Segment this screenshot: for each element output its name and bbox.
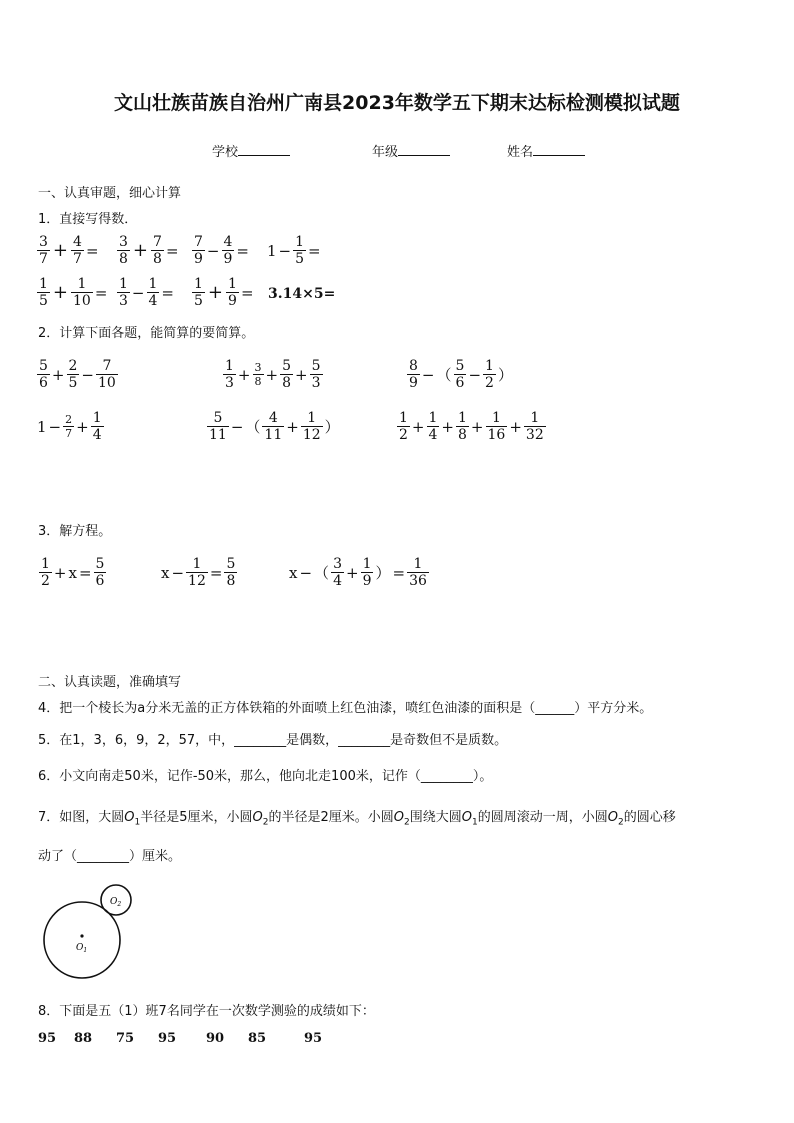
q7-text-line2: 动了（________）厘米。 (38, 849, 182, 864)
page-title: 文山壮族苗族自治州广南县2023年数学五下期末达标检测模拟试题 (114, 92, 680, 114)
o1-label: $O_1$ (76, 943, 88, 954)
q1-item-4: 1 − $\frac{1}{5}$ = (267, 234, 321, 267)
score-6: 85 (248, 1031, 267, 1046)
section-2-title: 二、认真读题，准确填写 (38, 675, 182, 690)
q5-text: 5．在1，3，6，9，2，57，中，________是偶数，________是奇数但不是质数。 (38, 733, 508, 748)
q1-item-3: $\frac{7}{9}$ − $\frac{4}{9}$ = (194, 234, 249, 267)
circles-figure (40, 880, 140, 980)
q2-item-2: $\frac{1}{3}$ + $\frac{3}{8}$ + $\frac{5}{8}$ + $\frac{5}{3}$ (225, 358, 321, 391)
q1-label: 1．直接写得数． (38, 212, 138, 227)
school-field[interactable] (212, 141, 290, 160)
name-label: 姓名 (507, 145, 534, 160)
q2-item-3: $\frac{8}{9}$ − （ $\frac{5}{6}$ − $\frac{1}{2}$ ） (409, 358, 513, 391)
q1-item-7: $\frac{1}{5}$ + $\frac{1}{9}$ = (194, 276, 254, 309)
section-1-title: 一、认真审题，细心计算 (38, 186, 182, 201)
score-3: 75 (116, 1031, 135, 1046)
q1-item-8: 3.14×5= (268, 286, 336, 302)
name-field[interactable] (507, 141, 585, 160)
q3-item-2: x − $\frac{1}{12}$ = $\frac{5}{8}$ (161, 556, 236, 589)
grade-field[interactable] (372, 141, 450, 160)
q2-item-6: $\frac{1}{2}$ + $\frac{1}{4}$ + $\frac{1}{8}$ + $\frac{1}{16}$ + $\frac{1}{32}$ (399, 410, 544, 443)
q2-item-1: $\frac{5}{6}$ + $\frac{2}{5}$ − $\frac{7}{10}$ (39, 358, 116, 391)
big-circle-center (80, 934, 83, 937)
q7-text: 7．如图，大圆$O_1$半径是5厘米，小圆$O_2$的半径是2厘米。小圆$O_2$围绕大圆$O_1$的圆周滚动一周，小圆$O_2$的圆心移 (38, 810, 676, 828)
q1-item-1: $\frac{3}{7}$ + $\frac{4}{7}$ = (39, 234, 99, 267)
q8-scores (38, 1031, 334, 1046)
q4-text: 4．把一个棱长为a分米无盖的正方体铁箱的外面喷上红色油漆，喷红色油漆的面积是（______）平方分米。 (38, 701, 653, 716)
q1-item-5: $\frac{1}{5}$ + $\frac{1}{10}$ = (39, 276, 108, 309)
score-2: 88 (74, 1031, 93, 1046)
q1-item-6: $\frac{1}{3}$ − $\frac{1}{4}$ = (119, 276, 174, 309)
score-7: 95 (304, 1031, 323, 1046)
q2-label-text: 2．计算下面各题，能简算的要简算。 (38, 326, 255, 341)
score-5: 90 (206, 1031, 225, 1046)
q8-label: 8．下面是五（1）班7名同学在一次数学测验的成绩如下： (38, 1004, 375, 1019)
q3-item-3: x − （ $\frac{3}{4}$ + $\frac{1}{9}$ ） = $\frac{1}{36}$ (289, 556, 427, 589)
school-label: 学校 (212, 145, 239, 160)
o2-label: $O_2$ (110, 897, 122, 908)
q3-item-1: $\frac{1}{2}$ + x = $\frac{5}{6}$ (41, 556, 105, 589)
grade-label: 年级 (372, 145, 399, 160)
q1-item-2: $\frac{3}{8}$ + $\frac{7}{8}$ = (119, 234, 179, 267)
score-1: 95 (38, 1031, 57, 1046)
q3-label: 3．解方程。 (38, 524, 112, 539)
q6-text: 6．小文向南走50米，记作-50米，那么，他向北走100米，记作（________）。 (38, 769, 493, 784)
score-4: 95 (158, 1031, 177, 1046)
q2-item-4: 1 − $\frac{2}{7}$ + $\frac{1}{4}$ (37, 410, 102, 443)
q2-item-5: $\frac{5}{11}$ − （ $\frac{4}{11}$ + $\frac{1}{12}$ ） (209, 410, 340, 443)
